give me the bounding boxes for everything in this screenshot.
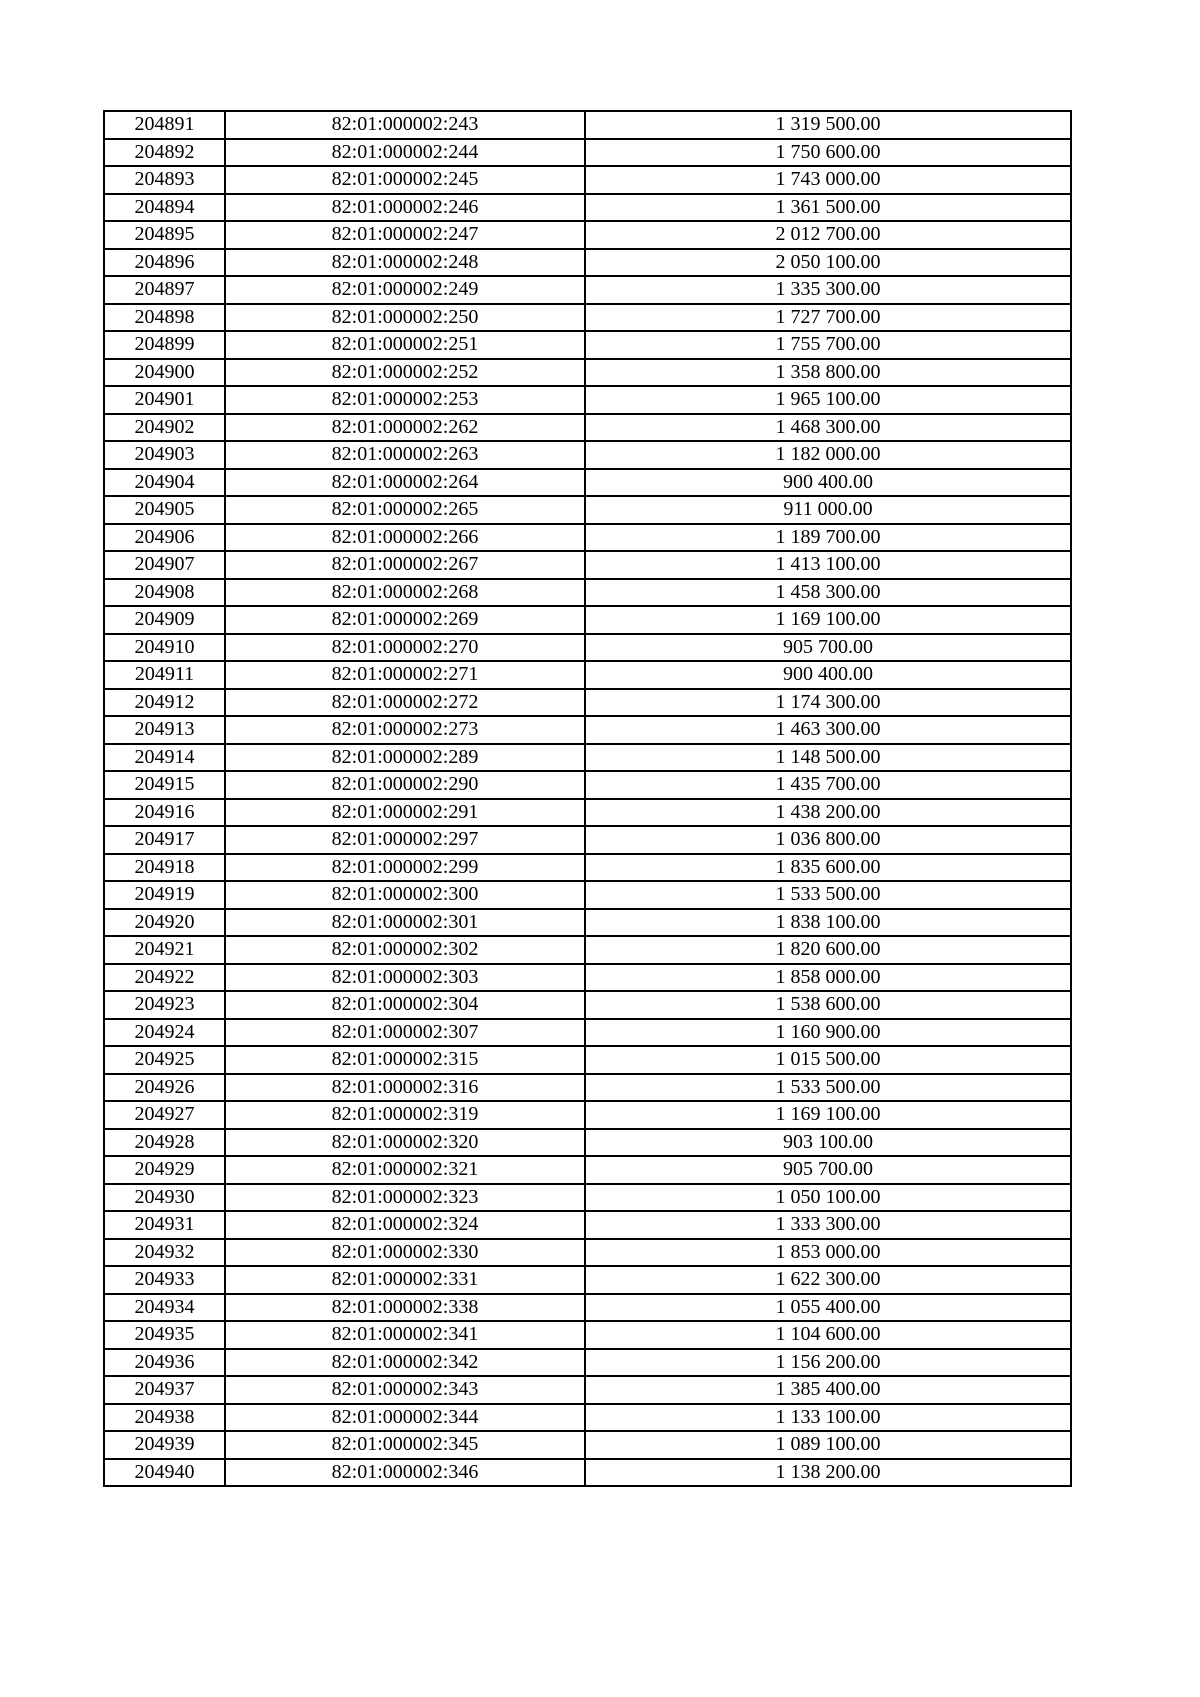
table-row — [104, 909, 1071, 937]
cadastral-number-cell: 82:01:000002:271 — [225, 661, 585, 689]
table-row — [104, 1459, 1071, 1487]
table-row — [104, 524, 1071, 552]
row-number-cell: 204935 — [104, 1321, 225, 1349]
table-row — [104, 881, 1071, 909]
cadastral-number-cell: 82:01:000002:265 — [225, 496, 585, 524]
cadastral-number-cell: 82:01:000002:321 — [225, 1156, 585, 1184]
cadastral-value-cell: 1 156 200.00 — [585, 1349, 1071, 1377]
cadastral-number-cell: 82:01:000002:345 — [225, 1431, 585, 1459]
table-row — [104, 964, 1071, 992]
cadastral-value-cell: 911 000.00 — [585, 496, 1071, 524]
cadastral-value-cell: 2 012 700.00 — [585, 221, 1071, 249]
cadastral-value-cell: 1 533 500.00 — [585, 881, 1071, 909]
cadastral-value-cell: 1 015 500.00 — [585, 1046, 1071, 1074]
row-number-cell: 204916 — [104, 799, 225, 827]
table-row — [104, 551, 1071, 579]
table-row — [104, 1431, 1071, 1459]
cadastral-value-cell: 1 104 600.00 — [585, 1321, 1071, 1349]
row-number-cell: 204924 — [104, 1019, 225, 1047]
cadastral-value-cell: 900 400.00 — [585, 469, 1071, 497]
cadastral-number-cell: 82:01:000002:342 — [225, 1349, 585, 1377]
cadastral-value-cell: 1 050 100.00 — [585, 1184, 1071, 1212]
cadastral-value-cell: 1 174 300.00 — [585, 689, 1071, 717]
cadastral-value-cell: 1 622 300.00 — [585, 1266, 1071, 1294]
cadastral-value-cell: 1 435 700.00 — [585, 771, 1071, 799]
cadastral-value-cell: 1 148 500.00 — [585, 744, 1071, 772]
cadastral-number-cell: 82:01:000002:244 — [225, 139, 585, 167]
table-row — [104, 1101, 1071, 1129]
cadastral-number-cell: 82:01:000002:323 — [225, 1184, 585, 1212]
cadastral-value-cell: 905 700.00 — [585, 1156, 1071, 1184]
cadastral-value-cell: 1 853 000.00 — [585, 1239, 1071, 1267]
table-row — [104, 1046, 1071, 1074]
cadastral-value-cell: 1 458 300.00 — [585, 579, 1071, 607]
cadastral-value-cell: 1 835 600.00 — [585, 854, 1071, 882]
cadastral-number-cell: 82:01:000002:320 — [225, 1129, 585, 1157]
row-number-cell: 204893 — [104, 166, 225, 194]
cadastral-number-cell: 82:01:000002:247 — [225, 221, 585, 249]
table-row — [104, 854, 1071, 882]
cadastral-number-cell: 82:01:000002:291 — [225, 799, 585, 827]
table-row — [104, 579, 1071, 607]
cadastral-number-cell: 82:01:000002:290 — [225, 771, 585, 799]
table-row — [104, 799, 1071, 827]
table-row — [104, 1184, 1071, 1212]
row-number-cell: 204902 — [104, 414, 225, 442]
table-row — [104, 1156, 1071, 1184]
cadastral-value-cell: 1 965 100.00 — [585, 386, 1071, 414]
row-number-cell: 204933 — [104, 1266, 225, 1294]
cadastral-value-cell: 1 358 800.00 — [585, 359, 1071, 387]
table-row — [104, 166, 1071, 194]
row-number-cell: 204904 — [104, 469, 225, 497]
cadastral-number-cell: 82:01:000002:267 — [225, 551, 585, 579]
table-row — [104, 716, 1071, 744]
cadastral-number-cell: 82:01:000002:304 — [225, 991, 585, 1019]
table-row — [104, 1019, 1071, 1047]
row-number-cell: 204908 — [104, 579, 225, 607]
table-row — [104, 386, 1071, 414]
cadastral-value-cell: 1 138 200.00 — [585, 1459, 1071, 1487]
row-number-cell: 204940 — [104, 1459, 225, 1487]
cadastral-number-cell: 82:01:000002:316 — [225, 1074, 585, 1102]
table-row — [104, 991, 1071, 1019]
cadastral-number-cell: 82:01:000002:272 — [225, 689, 585, 717]
cadastral-number-cell: 82:01:000002:273 — [225, 716, 585, 744]
cadastral-value-cell: 1 463 300.00 — [585, 716, 1071, 744]
row-number-cell: 204895 — [104, 221, 225, 249]
row-number-cell: 204926 — [104, 1074, 225, 1102]
row-number-cell: 204920 — [104, 909, 225, 937]
cadastral-number-cell: 82:01:000002:268 — [225, 579, 585, 607]
cadastral-number-cell: 82:01:000002:246 — [225, 194, 585, 222]
cadastral-number-cell: 82:01:000002:248 — [225, 249, 585, 277]
cadastral-number-cell: 82:01:000002:330 — [225, 1239, 585, 1267]
cadastral-value-cell: 1 838 100.00 — [585, 909, 1071, 937]
row-number-cell: 204919 — [104, 881, 225, 909]
cadastral-number-cell: 82:01:000002:300 — [225, 881, 585, 909]
table-row — [104, 221, 1071, 249]
row-number-cell: 204918 — [104, 854, 225, 882]
cadastral-value-cell: 1 533 500.00 — [585, 1074, 1071, 1102]
table-row — [104, 276, 1071, 304]
table-row — [104, 441, 1071, 469]
cadastral-number-cell: 82:01:000002:297 — [225, 826, 585, 854]
cadastral-number-cell: 82:01:000002:344 — [225, 1404, 585, 1432]
table-row — [104, 304, 1071, 332]
cadastral-value-cell: 1 750 600.00 — [585, 139, 1071, 167]
cadastral-value-cell: 1 820 600.00 — [585, 936, 1071, 964]
cadastral-value-cell: 903 100.00 — [585, 1129, 1071, 1157]
cadastral-value-cell: 900 400.00 — [585, 661, 1071, 689]
table-row — [104, 331, 1071, 359]
row-number-cell: 204891 — [104, 111, 225, 139]
table-row — [104, 1266, 1071, 1294]
cadastral-value-cell: 1 089 100.00 — [585, 1431, 1071, 1459]
row-number-cell: 204937 — [104, 1376, 225, 1404]
cadastral-number-cell: 82:01:000002:263 — [225, 441, 585, 469]
table-row — [104, 469, 1071, 497]
cadastral-number-cell: 82:01:000002:249 — [225, 276, 585, 304]
cadastral-value-cell: 1 468 300.00 — [585, 414, 1071, 442]
cadastral-number-cell: 82:01:000002:250 — [225, 304, 585, 332]
cadastral-value-cell: 2 050 100.00 — [585, 249, 1071, 277]
table-row — [104, 826, 1071, 854]
table-row — [104, 1321, 1071, 1349]
cadastral-value-cell: 1 385 400.00 — [585, 1376, 1071, 1404]
row-number-cell: 204917 — [104, 826, 225, 854]
row-number-cell: 204939 — [104, 1431, 225, 1459]
row-number-cell: 204934 — [104, 1294, 225, 1322]
table-row — [104, 139, 1071, 167]
row-number-cell: 204896 — [104, 249, 225, 277]
cadastral-number-cell: 82:01:000002:270 — [225, 634, 585, 662]
cadastral-number-cell: 82:01:000002:301 — [225, 909, 585, 937]
cadastral-value-table — [103, 110, 1072, 1487]
table-row — [104, 661, 1071, 689]
row-number-cell: 204899 — [104, 331, 225, 359]
cadastral-value-cell: 1 055 400.00 — [585, 1294, 1071, 1322]
cadastral-value-cell: 1 413 100.00 — [585, 551, 1071, 579]
table-row — [104, 1404, 1071, 1432]
cadastral-number-cell: 82:01:000002:303 — [225, 964, 585, 992]
row-number-cell: 204900 — [104, 359, 225, 387]
row-number-cell: 204892 — [104, 139, 225, 167]
cadastral-number-cell: 82:01:000002:266 — [225, 524, 585, 552]
cadastral-value-cell: 1 333 300.00 — [585, 1211, 1071, 1239]
row-number-cell: 204903 — [104, 441, 225, 469]
cadastral-number-cell: 82:01:000002:262 — [225, 414, 585, 442]
row-number-cell: 204906 — [104, 524, 225, 552]
cadastral-value-cell: 1 727 700.00 — [585, 304, 1071, 332]
table-row — [104, 689, 1071, 717]
table-row — [104, 634, 1071, 662]
cadastral-value-cell: 1 335 300.00 — [585, 276, 1071, 304]
row-number-cell: 204928 — [104, 1129, 225, 1157]
row-number-cell: 204910 — [104, 634, 225, 662]
table-row — [104, 359, 1071, 387]
table-row — [104, 111, 1071, 139]
row-number-cell: 204897 — [104, 276, 225, 304]
table-row — [104, 1349, 1071, 1377]
table-row — [104, 249, 1071, 277]
cadastral-number-cell: 82:01:000002:264 — [225, 469, 585, 497]
cadastral-number-cell: 82:01:000002:331 — [225, 1266, 585, 1294]
table-row — [104, 414, 1071, 442]
cadastral-number-cell: 82:01:000002:302 — [225, 936, 585, 964]
row-number-cell: 204911 — [104, 661, 225, 689]
table-row — [104, 936, 1071, 964]
table-row — [104, 1294, 1071, 1322]
table-row — [104, 1211, 1071, 1239]
table-row — [104, 771, 1071, 799]
row-number-cell: 204913 — [104, 716, 225, 744]
cadastral-value-cell: 1 361 500.00 — [585, 194, 1071, 222]
cadastral-value-cell: 1 858 000.00 — [585, 964, 1071, 992]
row-number-cell: 204927 — [104, 1101, 225, 1129]
cadastral-number-cell: 82:01:000002:289 — [225, 744, 585, 772]
cadastral-value-cell: 1 169 100.00 — [585, 1101, 1071, 1129]
cadastral-value-cell: 1 182 000.00 — [585, 441, 1071, 469]
row-number-cell: 204901 — [104, 386, 225, 414]
cadastral-value-cell: 1 189 700.00 — [585, 524, 1071, 552]
table-row — [104, 1074, 1071, 1102]
table-body — [104, 111, 1071, 1486]
table-row — [104, 744, 1071, 772]
row-number-cell: 204905 — [104, 496, 225, 524]
cadastral-number-cell: 82:01:000002:299 — [225, 854, 585, 882]
table-row — [104, 1129, 1071, 1157]
cadastral-value-cell: 1 036 800.00 — [585, 826, 1071, 854]
row-number-cell: 204938 — [104, 1404, 225, 1432]
cadastral-value-cell: 1 755 700.00 — [585, 331, 1071, 359]
row-number-cell: 204923 — [104, 991, 225, 1019]
cadastral-number-cell: 82:01:000002:269 — [225, 606, 585, 634]
row-number-cell: 204909 — [104, 606, 225, 634]
cadastral-value-cell: 1 169 100.00 — [585, 606, 1071, 634]
cadastral-value-cell: 905 700.00 — [585, 634, 1071, 662]
cadastral-value-cell: 1 538 600.00 — [585, 991, 1071, 1019]
row-number-cell: 204894 — [104, 194, 225, 222]
table-row — [104, 1239, 1071, 1267]
cadastral-value-cell: 1 319 500.00 — [585, 111, 1071, 139]
row-number-cell: 204898 — [104, 304, 225, 332]
cadastral-number-cell: 82:01:000002:251 — [225, 331, 585, 359]
cadastral-number-cell: 82:01:000002:253 — [225, 386, 585, 414]
row-number-cell: 204936 — [104, 1349, 225, 1377]
cadastral-value-cell: 1 743 000.00 — [585, 166, 1071, 194]
cadastral-number-cell: 82:01:000002:252 — [225, 359, 585, 387]
cadastral-number-cell: 82:01:000002:307 — [225, 1019, 585, 1047]
row-number-cell: 204914 — [104, 744, 225, 772]
cadastral-value-cell: 1 438 200.00 — [585, 799, 1071, 827]
cadastral-number-cell: 82:01:000002:245 — [225, 166, 585, 194]
row-number-cell: 204931 — [104, 1211, 225, 1239]
cadastral-number-cell: 82:01:000002:319 — [225, 1101, 585, 1129]
row-number-cell: 204922 — [104, 964, 225, 992]
cadastral-value-cell: 1 133 100.00 — [585, 1404, 1071, 1432]
table-row — [104, 606, 1071, 634]
cadastral-number-cell: 82:01:000002:243 — [225, 111, 585, 139]
row-number-cell: 204915 — [104, 771, 225, 799]
row-number-cell: 204932 — [104, 1239, 225, 1267]
table-row — [104, 496, 1071, 524]
cadastral-number-cell: 82:01:000002:324 — [225, 1211, 585, 1239]
row-number-cell: 204930 — [104, 1184, 225, 1212]
table-row — [104, 194, 1071, 222]
cadastral-number-cell: 82:01:000002:338 — [225, 1294, 585, 1322]
table-row — [104, 1376, 1071, 1404]
cadastral-number-cell: 82:01:000002:315 — [225, 1046, 585, 1074]
cadastral-value-cell: 1 160 900.00 — [585, 1019, 1071, 1047]
row-number-cell: 204921 — [104, 936, 225, 964]
row-number-cell: 204925 — [104, 1046, 225, 1074]
cadastral-number-cell: 82:01:000002:346 — [225, 1459, 585, 1487]
cadastral-number-cell: 82:01:000002:343 — [225, 1376, 585, 1404]
row-number-cell: 204929 — [104, 1156, 225, 1184]
cadastral-number-cell: 82:01:000002:341 — [225, 1321, 585, 1349]
row-number-cell: 204907 — [104, 551, 225, 579]
row-number-cell: 204912 — [104, 689, 225, 717]
